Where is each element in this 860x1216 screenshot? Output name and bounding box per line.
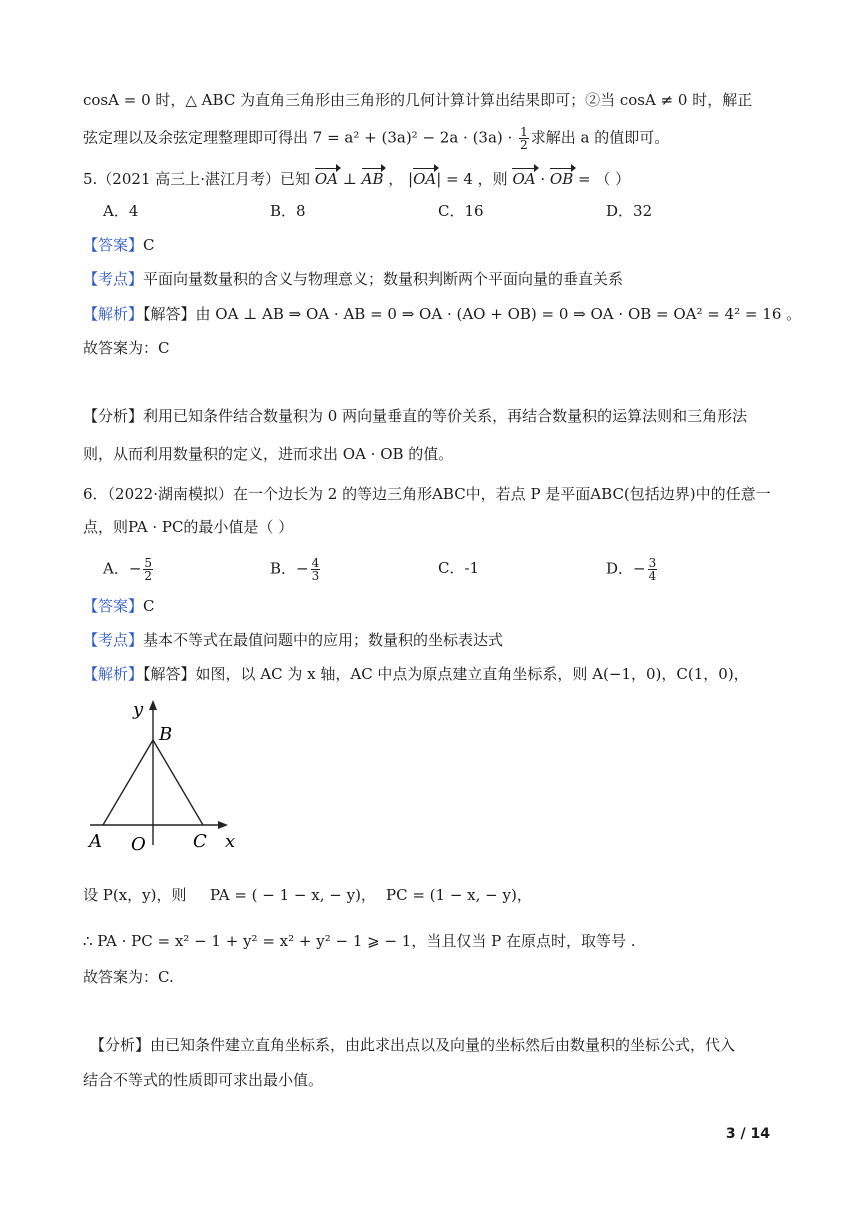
q6-option-b [270,557,322,582]
label-o: O [131,834,146,855]
q6-kaodian [83,629,503,651]
q5-answer [83,234,155,256]
label-c: C [193,831,207,852]
q5-analysis-2: 则，从而利用数量积的定义，进而求出 OA · OB 的值。 [83,445,454,463]
q5-header-text: 5.（2021 高三上·湛江月考）已知 [83,170,311,188]
q5-jiexi [83,303,801,325]
answer-tag: 【答案】 [83,236,144,254]
q6-conclusion: 故答案为：C. [83,968,174,986]
fraction-numerator: 1 [520,125,528,139]
answer-tag: 【答案】 [83,597,144,615]
q6-jiexi [83,663,749,685]
q5-option-c: C．16 [438,202,484,220]
fraction-denominator: 4 [648,569,657,583]
set-p-text: 设 P(x，y)，则 [83,886,187,904]
vector-oa: OA [314,170,338,188]
label-x: x [225,831,236,852]
prev-analysis-line-2-end: 求解出 a 的值即可。 [530,128,670,147]
label-b: B [159,724,173,745]
q6-therefore: ∴ PA · PC = x² − 1 + y² = x² + y² − 1 ⩾ − 1，当且仅当 P 在原点时，取等号 . [83,932,636,950]
vector-oa-2: OA [512,170,536,188]
option-fraction [311,557,321,582]
q6-option-c [438,557,479,579]
q6-pc-vector: PC = (1 − x, − y)， [386,886,532,904]
q5-analysis-1: 【分析】利用已知条件结合数量积为 0 两向量垂直的等价关系，再结合数量积的运算法则和三角形法 [83,407,748,425]
q5-kaodian [83,268,623,290]
fraction-denominator: 3 [311,569,320,583]
side-bc [153,740,203,825]
y-axis-arrow [149,700,157,710]
q6-answer [83,595,155,617]
side-ab [103,740,153,825]
q6-option-a [103,557,155,582]
fraction-denominator: 2 [520,138,528,152]
perp-symbol: ⊥ [337,170,362,188]
dot-symbol: · [535,170,550,188]
kaodian-text: 基本不等式在最值问题中的应用；数量积的坐标表达式 [143,631,504,649]
fraction-numerator: 5 [144,556,153,570]
q5-header [83,168,630,190]
option-label: A．− [103,559,142,578]
label-a: A [89,831,102,852]
answer-value: C [143,597,155,615]
fraction-numerator: 4 [311,556,320,570]
fraction-one-half [519,126,529,151]
jiexi-tag: 【解析】 [83,305,144,323]
kaodian-tag: 【考点】 [83,631,144,649]
q6-analysis-1: 【分析】由已知条件建立直角坐标系，由此求出点以及向量的坐标然后由数量积的坐标公式，代入 [90,1036,736,1054]
jiexi-text: 【解答】由 OA ⊥ AB ⇒ OA · AB = 0 ⇒ OA · (AO + OB) = 0 ⇒ OA · OB = OA² = 4² = 16 。 [143,305,802,323]
q6-header-1: 6．（2022·湖南模拟）在一个边长为 2 的等边三角形ABC中，若点 P 是平面ABC(包括边界)中的任意一 [83,485,771,503]
answer-value: C [143,236,155,254]
option-label: C．-1 [438,559,480,577]
vector-oa-abs: OA [413,170,437,188]
q5-option-b: B．8 [270,202,306,220]
q5-header-mid2: | = 4 ，则 [436,170,508,188]
q5-option-d: D．32 [606,202,653,220]
option-fraction [648,557,658,582]
x-axis-arrow [218,821,228,829]
q5-option-a: A．4 [103,202,139,220]
kaodian-text: 平面向量数量积的含义与物理意义；数量积判断两个平面向量的垂直关系 [143,270,624,288]
q5-header-mid: ， | [383,170,414,188]
option-label: D．− [606,559,646,578]
triangle-figure [85,695,255,860]
prev-analysis-line-2 [83,126,669,151]
label-y: y [133,699,144,720]
jiexi-tag: 【解析】 [83,665,144,683]
kaodian-tag: 【考点】 [83,270,144,288]
q6-pa-vector: PA = ( − 1 − x, − y)， [210,886,376,904]
vector-ob: OB [549,170,574,188]
q6-option-d [606,557,659,582]
jiexi-text: 【解答】如图，以 AC 为 x 轴，AC 中点为原点建立直角坐标系，则 A(−1，0)，C(1，0)， [143,665,749,683]
q6-set-p [83,884,187,906]
page-number: 3 / 14 [725,1126,770,1142]
option-label: B．− [270,559,309,578]
q5-header-end: = （ ） [573,170,631,188]
vector-ab: AB [361,170,384,188]
prev-analysis-line-1: cosA = 0 时，△ ABC 为直角三角形由三角形的几何计算计算出结果即可；②当 cosA ≠ 0 时，解正 [83,91,753,109]
prev-analysis-line-2-text: 弦定理以及余弦定理整理即可得出 7 = a² + (3a)² − 2a · (3a) · [83,128,513,147]
q6-header-2: 点，则PA · PC的最小值是（ ） [83,518,294,536]
fraction-numerator: 3 [648,556,657,570]
option-fraction [143,557,153,582]
q6-analysis-2: 结合不等式的性质即可求出最小值。 [83,1071,324,1089]
q5-conclusion: 故答案为：C [83,339,170,357]
fraction-denominator: 2 [144,569,153,583]
